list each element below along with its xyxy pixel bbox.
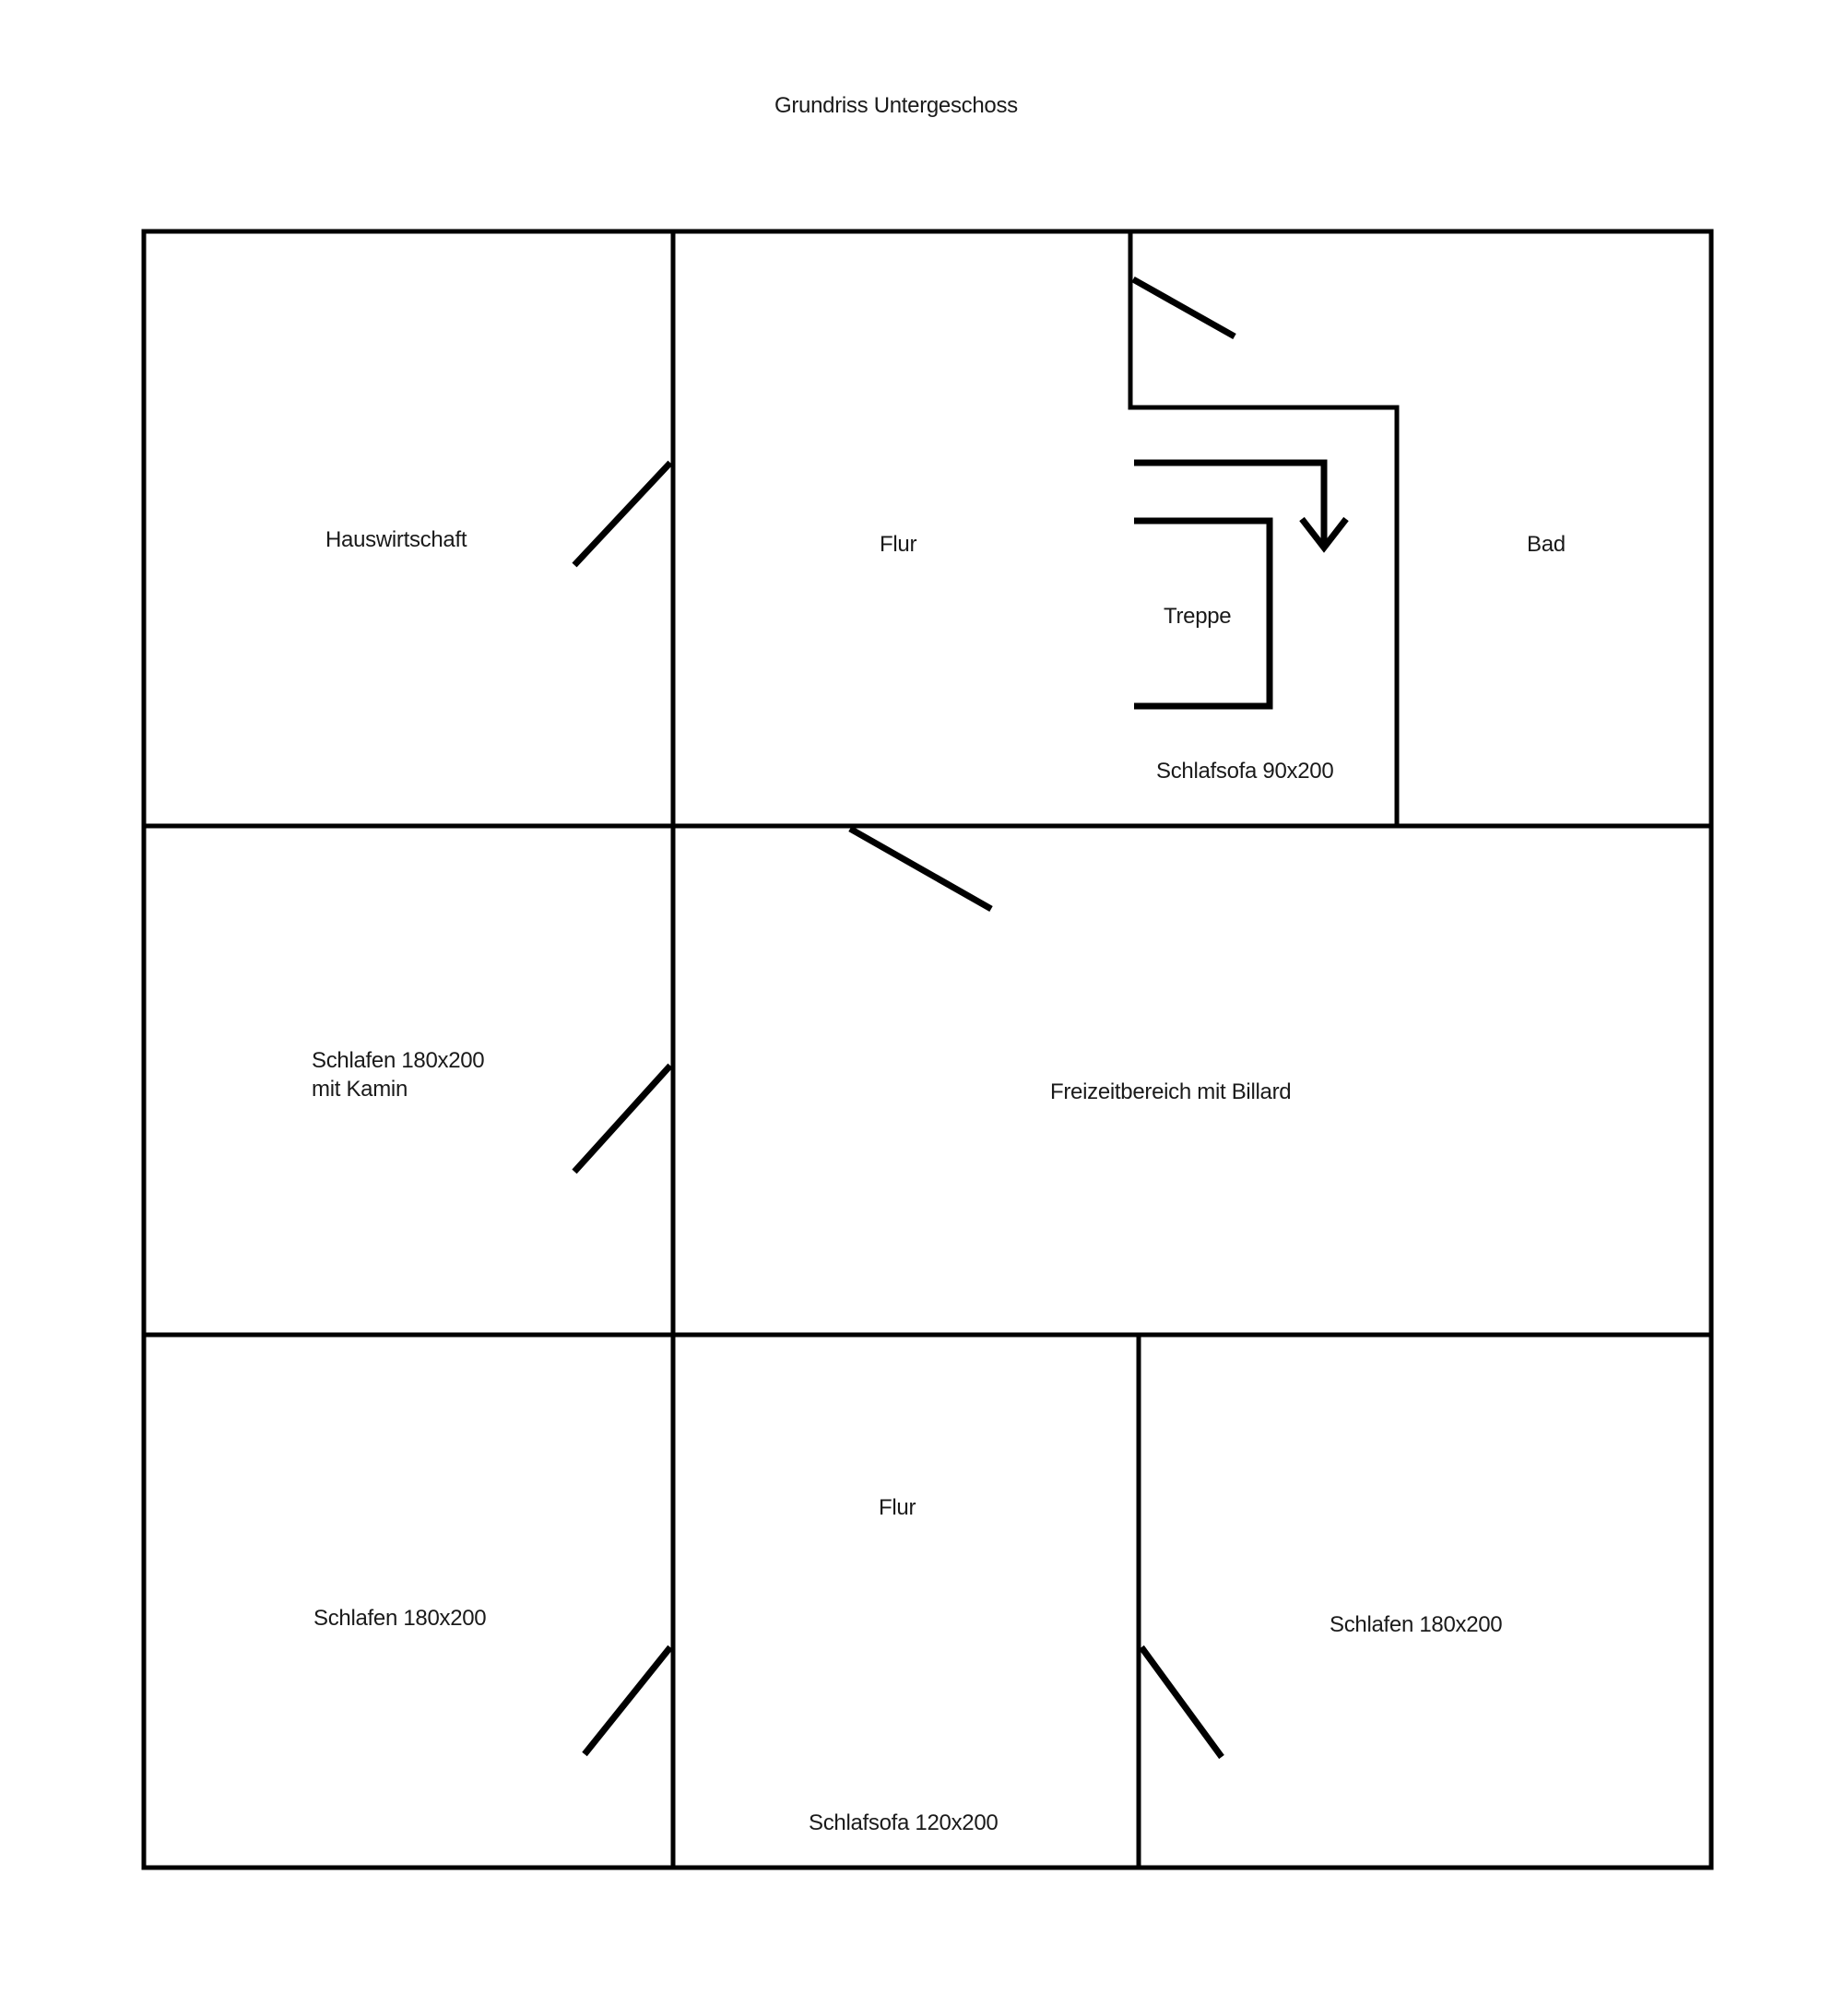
room-label-schlafsofa-120: Schlafsofa 120x200 xyxy=(809,1810,999,1835)
door-schlafen-kamin xyxy=(574,1066,670,1172)
room-label-freizeit: Freizeitbereich mit Billard xyxy=(1050,1079,1292,1104)
room-label-schlafen-right: Schlafen 180x200 xyxy=(1330,1612,1503,1637)
door-bad xyxy=(1133,279,1235,336)
room-label-schlafen-left: Schlafen 180x200 xyxy=(313,1606,487,1631)
door-freizeit xyxy=(850,829,991,909)
room-label-flur-top: Flur xyxy=(880,532,917,557)
room-label-treppe: Treppe xyxy=(1164,604,1232,629)
door-hauswirtschaft xyxy=(574,463,670,565)
door-schlafen-right xyxy=(1141,1647,1222,1757)
stair-upper-flight xyxy=(1134,463,1324,544)
door-schlafen-left xyxy=(585,1647,670,1754)
room-label-schlafsofa-90: Schlafsofa 90x200 xyxy=(1156,759,1334,784)
room-label-flur-bottom: Flur xyxy=(879,1495,916,1520)
room-label-schlafen-kamin: Schlafen 180x200 mit Kamin xyxy=(312,1048,485,1102)
wall-bad-enclosure xyxy=(1130,231,1397,826)
room-label-bad: Bad xyxy=(1527,532,1566,557)
room-label-hauswirtschaft: Hauswirtschaft xyxy=(325,527,467,552)
page-title: Grundriss Untergeschoss xyxy=(774,93,1018,118)
